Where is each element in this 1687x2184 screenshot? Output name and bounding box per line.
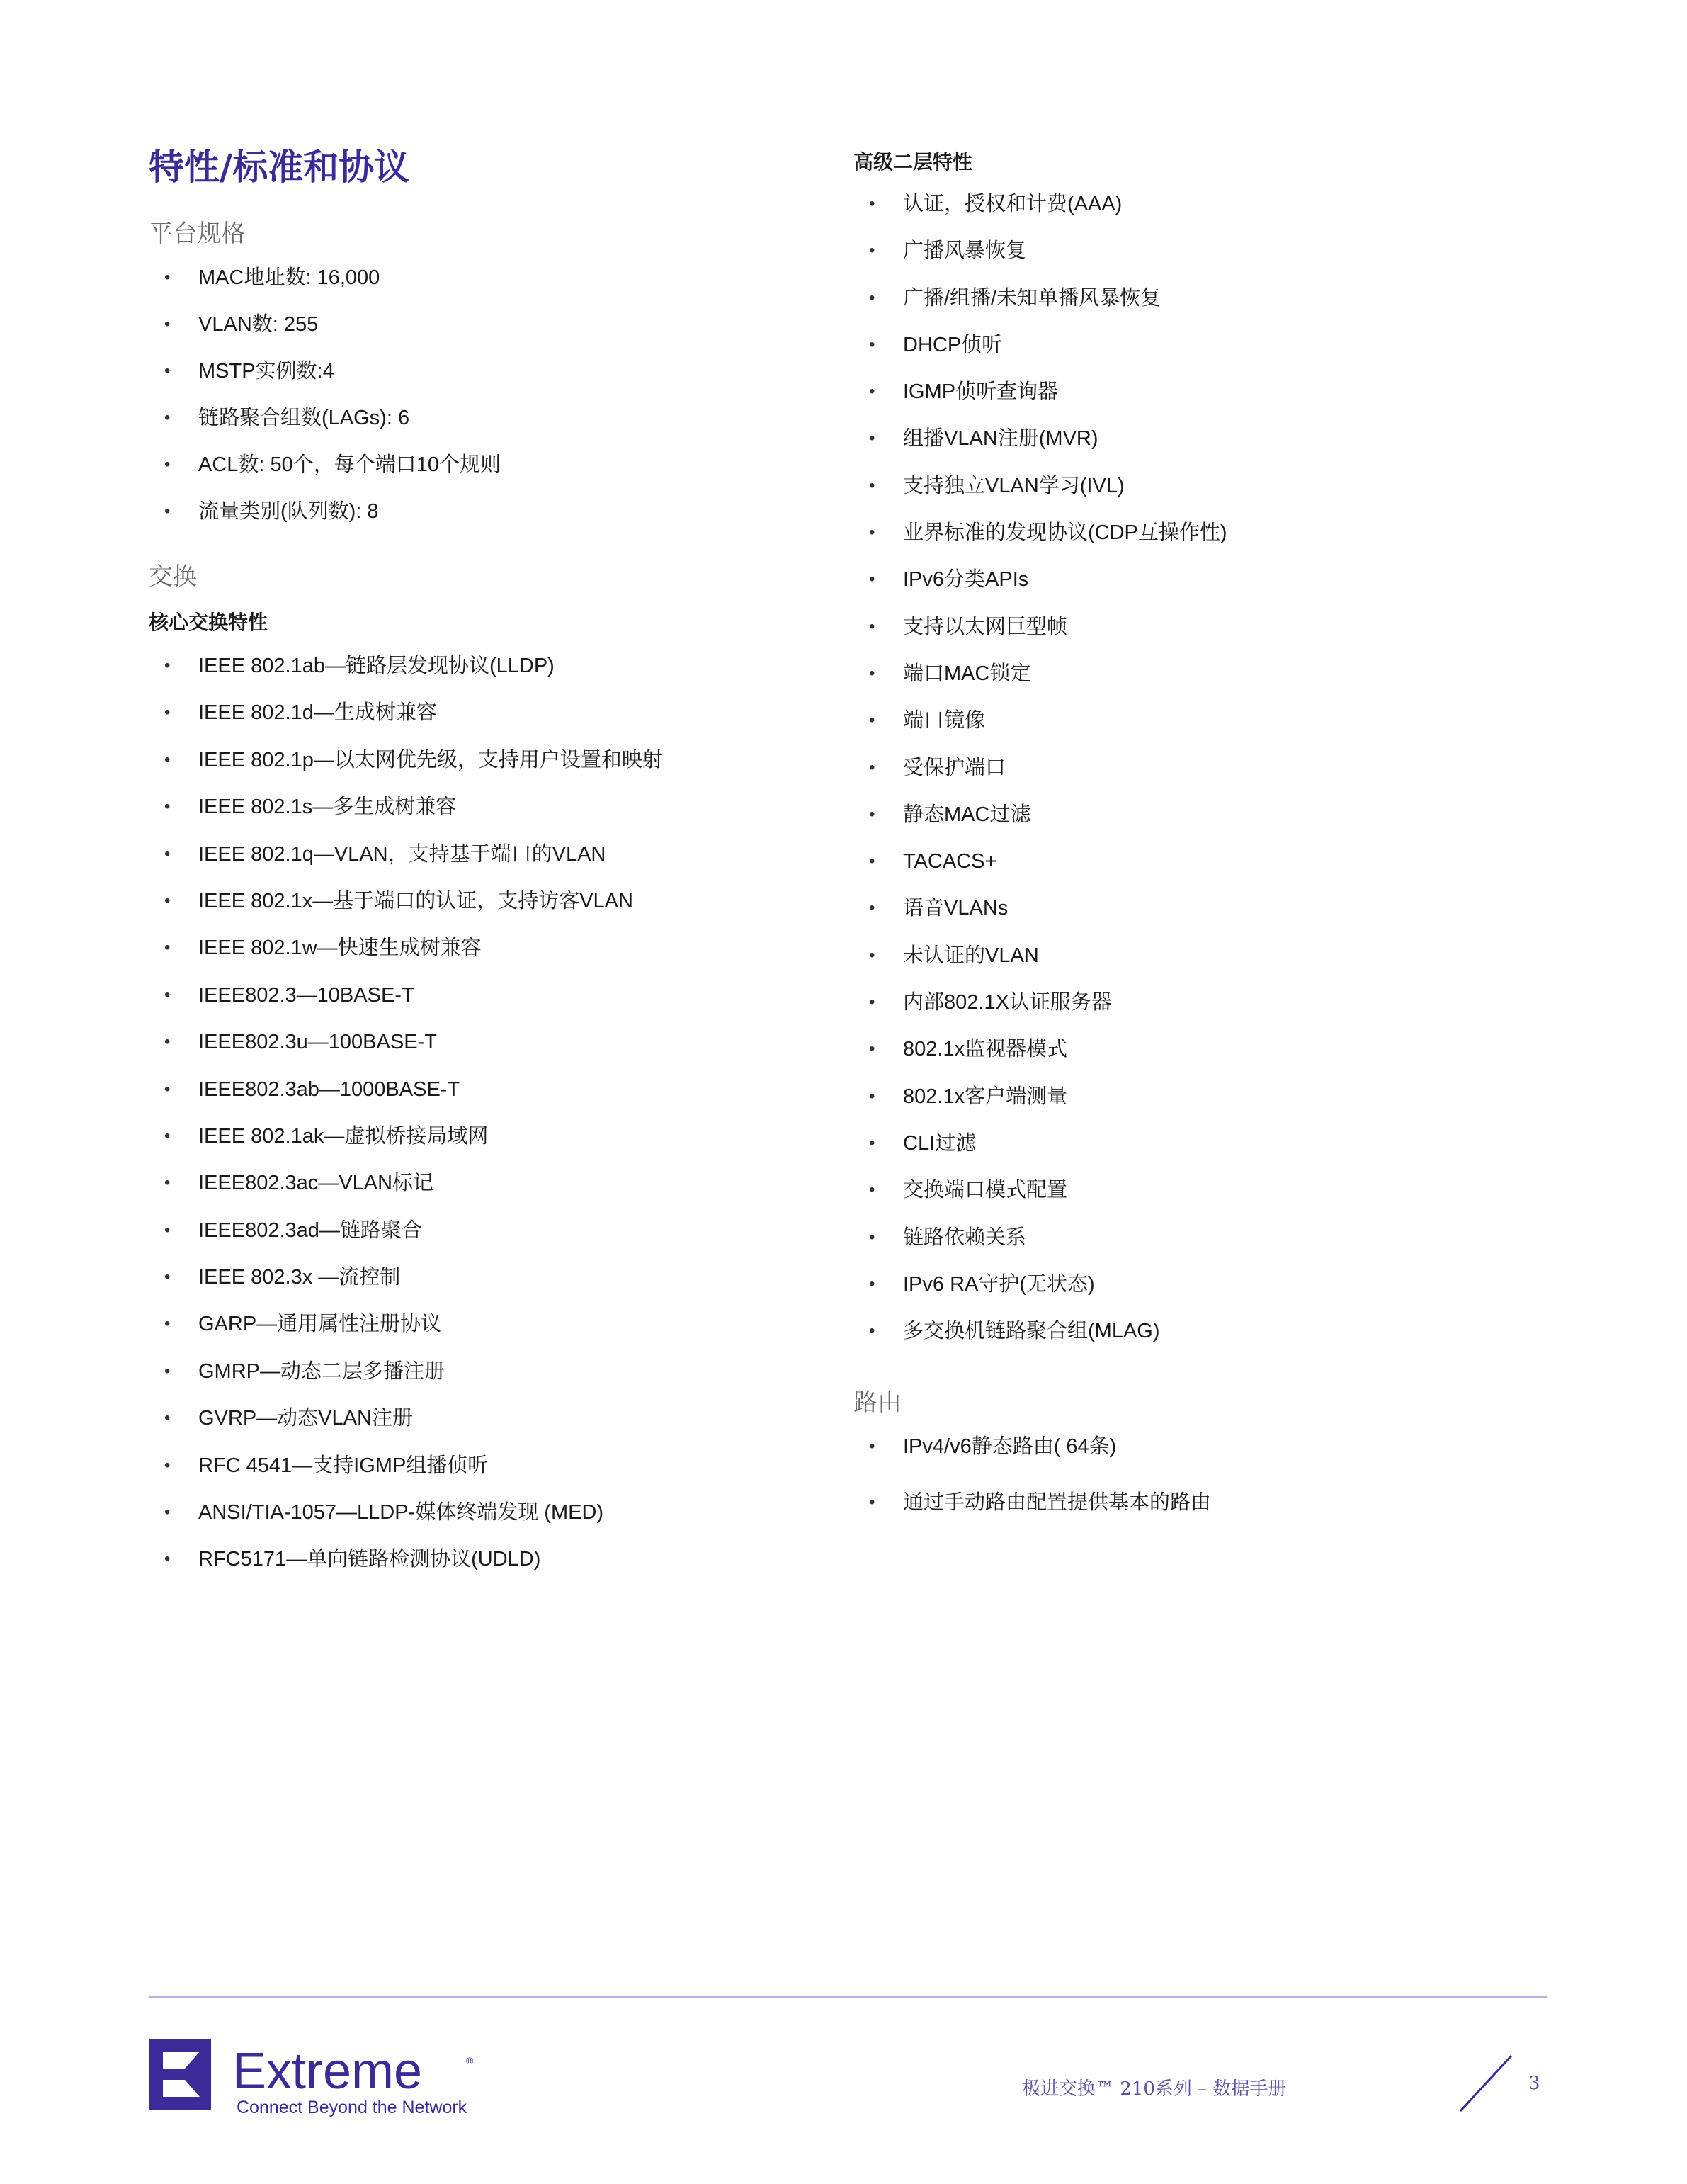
logo-trademark: ® <box>466 2055 474 2066</box>
advanced-l2-list <box>853 191 1227 1365</box>
list-item: • IEEE802.3ad—链路聚合 <box>149 1218 663 1243</box>
list-item: • 端口镜像 <box>853 708 1227 733</box>
routing-heading: 路由 <box>853 1388 902 1417</box>
list-item: • 静态MAC过滤 <box>853 802 1227 827</box>
list-item: • 802.1x监视器模式 <box>853 1036 1227 1062</box>
core-switching-list <box>149 653 663 1594</box>
list-item: • DHCP侦听 <box>853 332 1227 358</box>
list-item: • IEEE 802.1ab—链路层发现协议(LLDP) <box>149 653 663 679</box>
list-item: • 支持独立VLAN学习(IVL) <box>853 473 1227 499</box>
list-item: • IPv6分类APIs <box>853 567 1227 592</box>
page-number: 3 <box>1528 2073 1540 2094</box>
list-item: • 语音VLANs <box>853 895 1227 921</box>
list-item: • 链路依赖关系 <box>853 1225 1227 1250</box>
list-item: • 多交换机链路聚合组(MLAG) <box>853 1318 1227 1344</box>
list-item: • IEEE 802.1x—基于端口的认证，支持访客VLAN <box>149 888 663 914</box>
logo-wordmark: Extreme <box>232 2043 423 2100</box>
list-item: • IPv4/v6静态路由( 64条) <box>853 1434 1211 1459</box>
list-item: • MSTP实例数:4 <box>149 358 501 384</box>
platform-spec-list <box>149 265 501 545</box>
list-item: • 广播风暴恢复 <box>853 238 1227 264</box>
list-item: • 端口MAC锁定 <box>853 661 1227 686</box>
list-item: • IGMP侦听查询器 <box>853 379 1227 404</box>
list-item: • IEEE 802.1ak—虚拟桥接局域网 <box>149 1124 663 1149</box>
list-item: • 广播/组播/未知单播风暴恢复 <box>853 285 1227 311</box>
slash-divider-icon <box>1458 2054 1514 2112</box>
list-item: • 未认证的VLAN <box>853 943 1227 968</box>
list-item: • IEEE 802.3x —流控制 <box>149 1264 663 1290</box>
list-item: • VLAN数: 255 <box>149 312 501 337</box>
advanced-l2-subheading: 高级二层特性 <box>853 151 973 173</box>
logo-tagline: Connect Beyond the Network <box>237 2098 467 2117</box>
list-item: • 通过手动路由配置提供基本的路由 <box>853 1490 1211 1515</box>
list-item: • ACL数: 50个，每个端口10个规则 <box>149 452 501 477</box>
document-title: 极进交换™ 210系列 – 数据手册 <box>1022 2078 1287 2100</box>
list-item: • IEEE802.3—10BASE-T <box>149 983 663 1008</box>
list-item: • 802.1x客户端测量 <box>853 1084 1227 1109</box>
list-item: • ANSI/TIA-1057—LLDP-媒体终端发现 (MED) <box>149 1500 663 1525</box>
list-item: • IEEE802.3ac—VLAN标记 <box>149 1170 663 1196</box>
list-item: • IEEE 802.1p—以太网优先级，支持用户设置和映射 <box>149 747 663 773</box>
list-item: • GARP—通用属性注册协议 <box>149 1311 663 1337</box>
list-item: • IEEE802.3u—100BASE-T <box>149 1029 663 1055</box>
list-item: • IEEE 802.1s—多生成树兼容 <box>149 794 663 820</box>
list-item: • RFC5171—单向链路检测协议(UDLD) <box>149 1546 663 1572</box>
list-item: • RFC 4541—支持IGMP组播侦听 <box>149 1453 663 1478</box>
extreme-logo-mark-icon <box>149 2039 489 2124</box>
list-item: • IEEE802.3ab—1000BASE-T <box>149 1077 663 1102</box>
list-item: • 受保护端口 <box>853 755 1227 781</box>
list-item: • 流量类别(队列数): 8 <box>149 499 501 524</box>
list-item: • TACACS+ <box>853 849 1227 874</box>
page-title: 特性/标准和协议 <box>149 146 410 188</box>
list-item: • GVRP—动态VLAN注册 <box>149 1405 663 1431</box>
routing-list <box>853 1434 1211 1546</box>
list-item: • IEEE 802.1d—生成树兼容 <box>149 700 663 725</box>
extreme-logo <box>149 2039 489 2127</box>
core-switching-subheading: 核心交换特性 <box>149 611 268 633</box>
list-item: • 业界标准的发现协议(CDP互操作性) <box>853 520 1227 545</box>
list-item: • 支持以太网巨型帧 <box>853 614 1227 640</box>
list-item: • 内部802.1X认证服务器 <box>853 990 1227 1015</box>
list-item: • IEEE 802.1w—快速生成树兼容 <box>149 935 663 961</box>
list-item: • MAC地址数: 16,000 <box>149 265 501 290</box>
list-item: • IEEE 802.1q—VLAN，支持基于端口的VLAN <box>149 842 663 867</box>
list-item: • CLI过滤 <box>853 1131 1227 1156</box>
list-item: • GMRP—动态二层多播注册 <box>149 1359 663 1384</box>
platform-heading: 平台规格 <box>149 220 245 248</box>
list-item: • 链路聚合组数(LAGs): 6 <box>149 405 501 431</box>
footer-divider <box>149 1996 1547 1998</box>
list-item: • 认证，授权和计费(AAA) <box>853 191 1227 217</box>
switching-heading: 交换 <box>149 562 197 591</box>
list-item: • 交换端口模式配置 <box>853 1177 1227 1203</box>
list-item: • 组播VLAN注册(MVR) <box>853 426 1227 451</box>
list-item: • IPv6 RA守护(无状态) <box>853 1272 1227 1297</box>
